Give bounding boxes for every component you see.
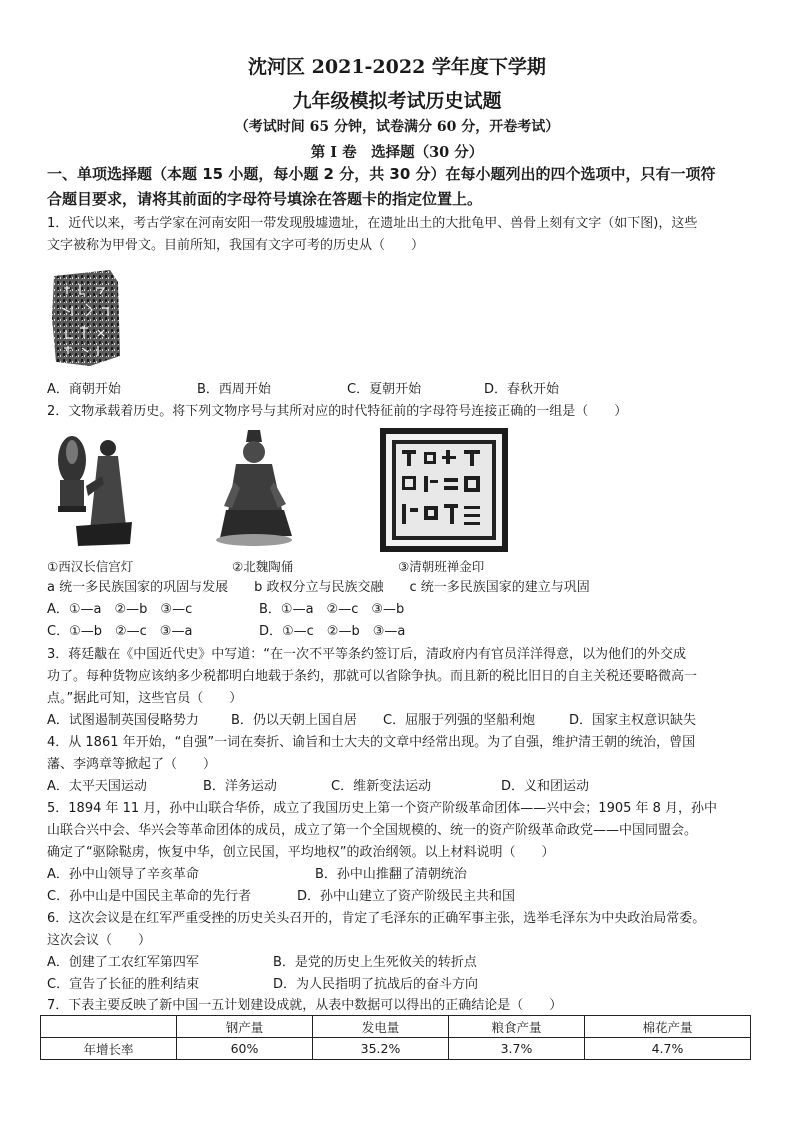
table-row [41,1038,751,1060]
table-header-cell: 粮食产量 [449,1016,585,1038]
q1-stem-line2: 文字被称为甲骨文。目前所知，我国有文字可考的历史从（ ） [47,238,425,253]
table-header-cell: 发电量 [313,1016,449,1038]
q6-option-d[interactable]: D．为人民指明了抗战后的奋斗方向 [273,977,479,992]
q6-option-c[interactable]: C．宣告了长征的胜利结束 [47,977,200,992]
q1-option-c[interactable]: C．夏朝开始 [347,382,422,397]
exam-title: 沈河区 2021-2022 学年度下学期 [248,56,546,78]
q2-options-row2 [47,622,405,642]
table-header-cell: 棉花产量 [585,1016,751,1038]
q4-option-a[interactable]: A．太平天国运动 [47,779,147,794]
q6-stem-line1: 6．这次会议是在红军严重受挫的历史关头召开的，肯定了毛泽东的正确军事主张，选举毛泽东为中央政治局常委。 [47,911,706,926]
q3-option-b[interactable]: B．仍以天朝上国自居 [231,713,357,728]
panchen-golden-seal-image [380,428,508,552]
q3-stem-line2: 功了。每种货物应该纳多少税都明白地载于条约，那就可以省除争执。而且新的税比旧日的自主关税还要略微高一 [47,669,698,684]
q2-option-c[interactable]: C．①—b ②—c ③—a [47,624,193,639]
caption-northern-wei-figure: ②北魏陶俑 [232,559,294,574]
q1-option-d[interactable]: D．春秋开始 [484,382,560,397]
q5-stem-line3: 确定了“驱除鞑虏，恢复中华，创立民国，平均地权”的政治纲领。以上材料说明（ ） [47,845,555,860]
q2-option-b[interactable]: B．①—a ②—c ③—b [259,602,405,617]
q3-option-d[interactable]: D．国家主权意识缺失 [569,713,697,728]
q6-stem-line2: 这次会议（ ） [47,933,152,948]
section-instruction-line1: 一、单项选择题（本题 15 小题，每小题 2 分，共 30 分）在每小题列出的四个选项中，只有一项符 [47,165,716,183]
table-header-row [41,1016,751,1038]
table-header-cell: 钢产量 [177,1016,313,1038]
q3-stem-line1: 3．蒋廷黻在《中国近代史》中写道：“在一次不平等条约签订后，清政府内有官员洋洋得意，以为他们的外交成 [47,647,687,662]
q3-option-c[interactable]: C．屈服于列强的坚船利炮 [383,713,536,728]
q2-option-a[interactable]: A．①—a ②—b ③—c [47,602,193,617]
q1-option-a[interactable]: A．商朝开始 [47,382,121,397]
q4-option-c[interactable]: C．维新变法运动 [331,779,432,794]
table-cell: 60% [177,1038,313,1060]
q5-options-row2 [47,887,515,907]
changxin-palace-lamp-image [46,426,136,550]
q4-options [47,777,589,797]
q6-options-row1 [47,953,477,973]
part-heading: 第 I 卷 选择题（30 分） [310,144,484,161]
q3-options [47,711,696,731]
q2-option-d[interactable]: D．①—c ②—b ③—a [259,624,406,639]
q4-option-d[interactable]: D．义和团运动 [501,779,590,794]
q5-option-d[interactable]: D．孙中山建立了资产阶级民主共和国 [297,889,516,904]
q2-era-features: a 统一多民族国家的巩固与发展 b 政权分立与民族交融 c 统一多民族国家的建立与巩固 [47,580,590,595]
q7-stem: 7．下表主要反映了新中国一五计划建设成就，从表中数据可以得出的正确结论是（ ） [47,998,563,1013]
q3-option-a[interactable]: A．试图遏制英国侵略势力 [47,713,199,728]
q2-options-row1 [47,600,404,620]
table-cell: 4.7% [585,1038,751,1060]
q1-options [47,380,559,400]
q5-option-a[interactable]: A．孙中山领导了辛亥革命 [47,867,199,882]
q5-option-b[interactable]: B．孙中山推翻了清朝统治 [315,867,467,882]
q5-option-c[interactable]: C．孙中山是中国民主革命的先行者 [47,889,252,904]
q5-stem-line1: 5．1894 年 11 月，孙中山联合华侨，成立了我国历史上第一个资产阶级革命团体——兴中会；1905 年 8 月，孙中 [47,801,718,816]
oracle-bone-image [50,268,122,368]
q5-options-row1 [47,865,467,885]
caption-panchen-seal: ③清朝班禅金印 [398,559,485,574]
q7-data-table [40,1015,751,1060]
q6-options-row2 [47,975,478,995]
q2-stem: 2．文物承载着历史。将下列文物序号与其所对应的时代特征前的字母符号连接正确的一组是（ ） [47,404,628,419]
section-instruction-line2: 合题目要求，请将其前面的字母符号填涂在答题卡的指定位置上。 [47,190,483,208]
northern-wei-pottery-figure-image [214,426,296,550]
table-row-label: 年增长率 [41,1038,177,1060]
q1-stem-line1: 1．近代以来，考古学家在河南安阳一带发现殷墟遗址，在遗址出土的大批龟甲、兽骨上刻有文字（如下图)，这些 [47,216,698,231]
table-header-cell [41,1016,177,1038]
q6-option-a[interactable]: A．创建了工农红军第四军 [47,955,199,970]
table-cell: 35.2% [313,1038,449,1060]
q4-option-b[interactable]: B．洋务运动 [203,779,277,794]
exam-subtitle: 九年级模拟考试历史试题 [292,90,502,112]
caption-changxin-lamp: ①西汉长信宫灯 [47,559,134,574]
q1-option-b[interactable]: B．西周开始 [197,382,271,397]
q4-stem-line2: 藩、李鸿章等掀起了（ ） [47,757,217,772]
q6-option-b[interactable]: B．是党的历史上生死攸关的转折点 [273,955,477,970]
q3-stem-line3: 点。”据此可知，这些官员（ ） [47,691,243,706]
table-cell: 3.7% [449,1038,585,1060]
exam-info: （考试时间 65 分钟，试卷满分 60 分，开卷考试） [234,119,560,135]
q5-stem-line2: 山联合兴中会、华兴会等革命团体的成员，成立了第一个全国规模的、统一的资产阶级革命政党——中国同盟会。 [47,823,698,838]
q4-stem-line1: 4．从 1861 年开始，“自强”一词在奏折、谕旨和士大夫的文章中经常出现。为了自强，维护清王朝的统治，曾国 [47,735,696,750]
